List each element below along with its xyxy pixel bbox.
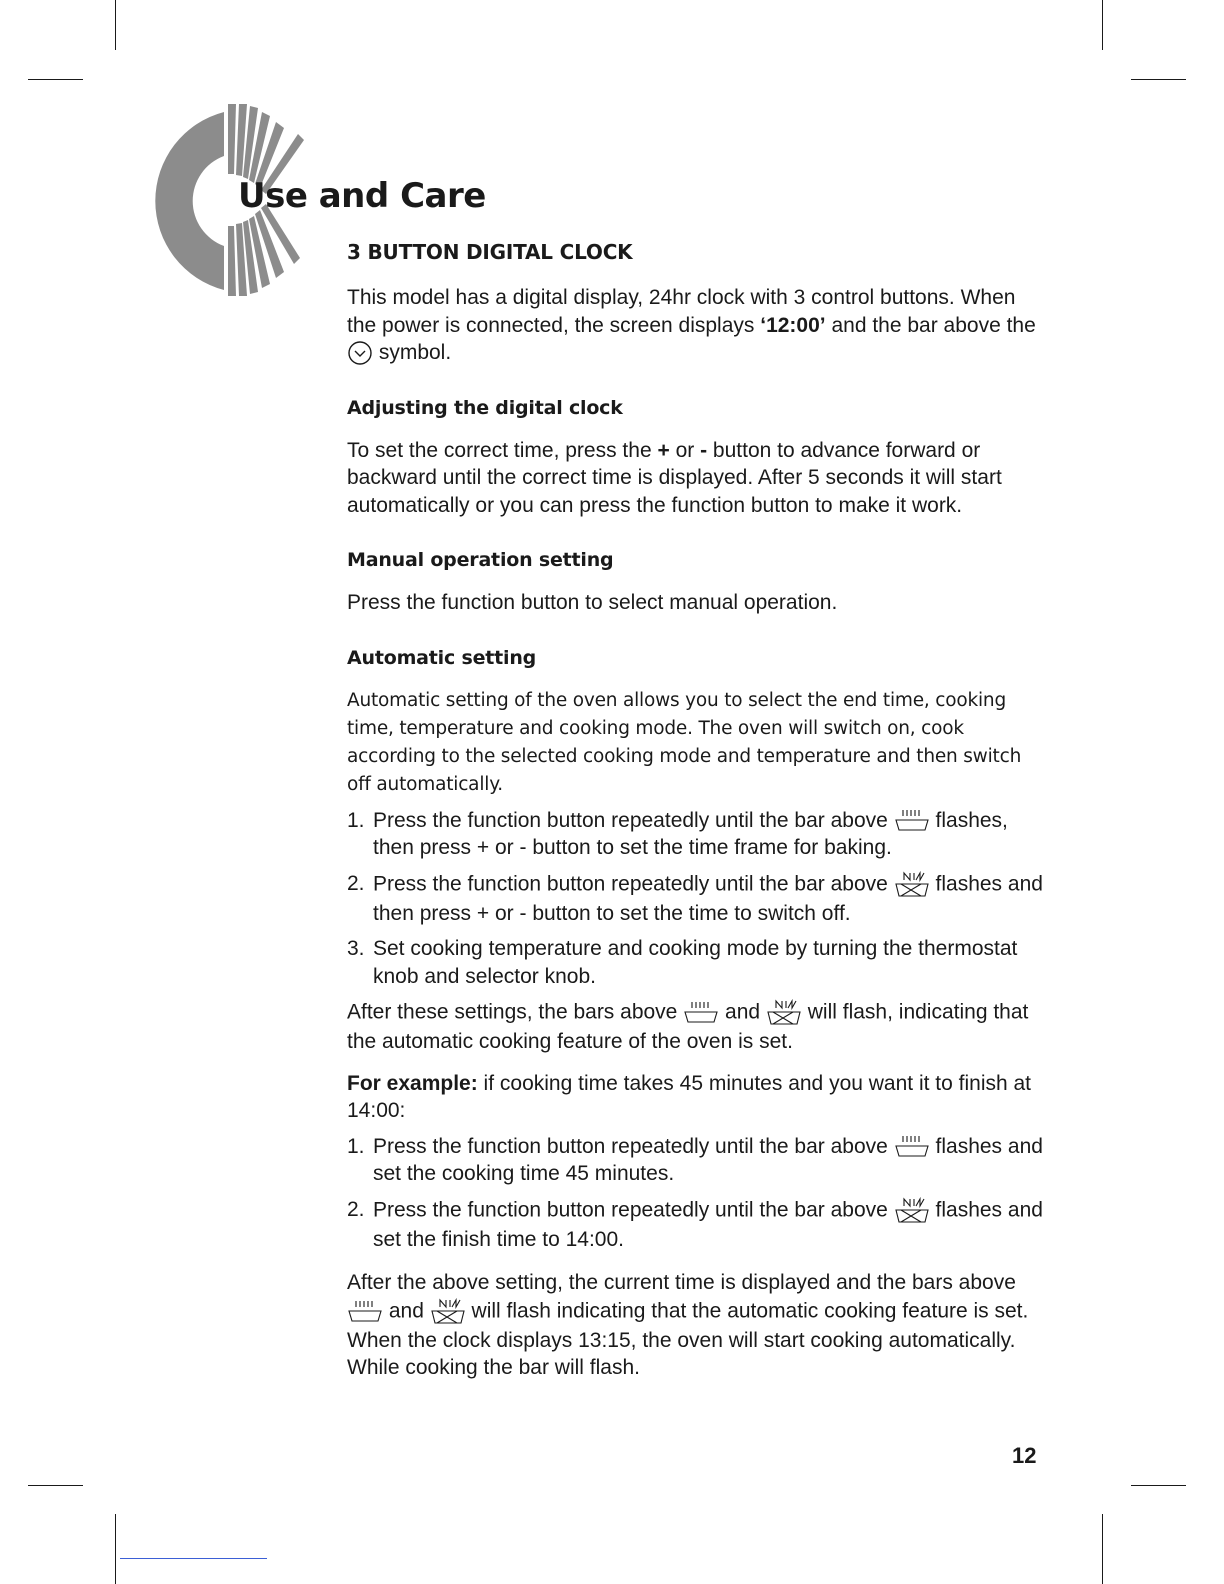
adjusting-paragraph: To set the correct time, press the + or - button to advance forward or backward until the correct time is displayed. After 5 seconds it will start automatically or you can press the function button to make it work.: [347, 438, 1002, 517]
automatic-steps: [347, 807, 1047, 991]
cooking-time-icon: [683, 1000, 719, 1026]
clock-symbol-icon: [347, 340, 373, 366]
intro-paragraph: This model has a digital display, 24hr clock with 3 control buttons. When the power is connected, the screen displays ‘12:00’ and the bar above the symbol.: [347, 284, 1047, 367]
list-item: 2. Press the function button repeatedly until the bar above flashes and then press + or - button to set the time to switch off.: [347, 871, 1043, 925]
crop-mark-bottom-right-vertical: [1102, 1514, 1103, 1584]
crop-mark-top-right-horizontal: [1131, 79, 1186, 80]
manual-title: Manual operation setting: [347, 549, 614, 571]
crop-mark-bottom-left-vertical: [115, 1514, 116, 1584]
example-after-paragraph: After the above setting, the current time is displayed and the bars above and will flash indicating that the automatic cooking feature is set. When the clock displays 13:15, the oven will start cooking automatically. While cooking the bar will flash.: [347, 1271, 1029, 1379]
cooking-time-icon: [894, 1134, 930, 1160]
link-underline[interactable]: [120, 1558, 267, 1559]
end-time-icon: [766, 998, 802, 1028]
automatic-after-paragraph: After these settings, the bars above and will flash, indicating that the automatic cooking feature of the oven is set.: [347, 998, 1047, 1056]
crop-mark-top-right-vertical: [1102, 0, 1103, 50]
crop-mark-top-left-vertical: [115, 0, 116, 50]
end-time-icon: [894, 870, 930, 900]
end-time-icon: [894, 1196, 930, 1226]
manual-paragraph: Press the function button to select manual operation.: [347, 591, 838, 614]
crop-mark-top-left-horizontal: [28, 79, 83, 80]
page-number: 12: [1012, 1443, 1037, 1468]
list-item: 3. Set cooking temperature and cooking mode by turning the thermostat knob and selector knob.: [347, 937, 1018, 988]
main-content: [347, 240, 1047, 1382]
example-paragraph: For example: if cooking time takes 45 minutes and you want it to finish at 14:00:: [347, 1071, 1032, 1122]
list-item: 1. Press the function button repeatedly until the bar above flashes and set the cooking time 45 minutes.: [347, 1134, 1043, 1185]
list-item: 2. Press the function button repeatedly until the bar above flashes and set the finish time to 14:00.: [347, 1197, 1043, 1251]
cooking-time-icon: [894, 808, 930, 834]
automatic-intro: Automatic setting of the oven allows you to select the end time, cooking time, temperature and cooking mode. The oven will switch on, cook according to the selected cooking mode and temperature and then switch off automatically.: [347, 689, 1022, 795]
list-item: 1. Press the function button repeatedly until the bar above flashes, then press + or - button to set the time frame for baking.: [347, 808, 1008, 859]
section-title: 3 BUTTON DIGITAL CLOCK: [347, 240, 633, 264]
automatic-title: Automatic setting: [347, 646, 537, 669]
example-steps: [347, 1133, 1047, 1254]
page-title: Use and Care: [238, 176, 486, 216]
cooking-time-icon: [347, 1299, 383, 1325]
crop-mark-bottom-right-horizontal: [1131, 1485, 1186, 1486]
end-time-icon: [430, 1297, 466, 1327]
crop-mark-bottom-left-horizontal: [28, 1485, 83, 1486]
adjusting-title: Adjusting the digital clock: [347, 396, 623, 419]
